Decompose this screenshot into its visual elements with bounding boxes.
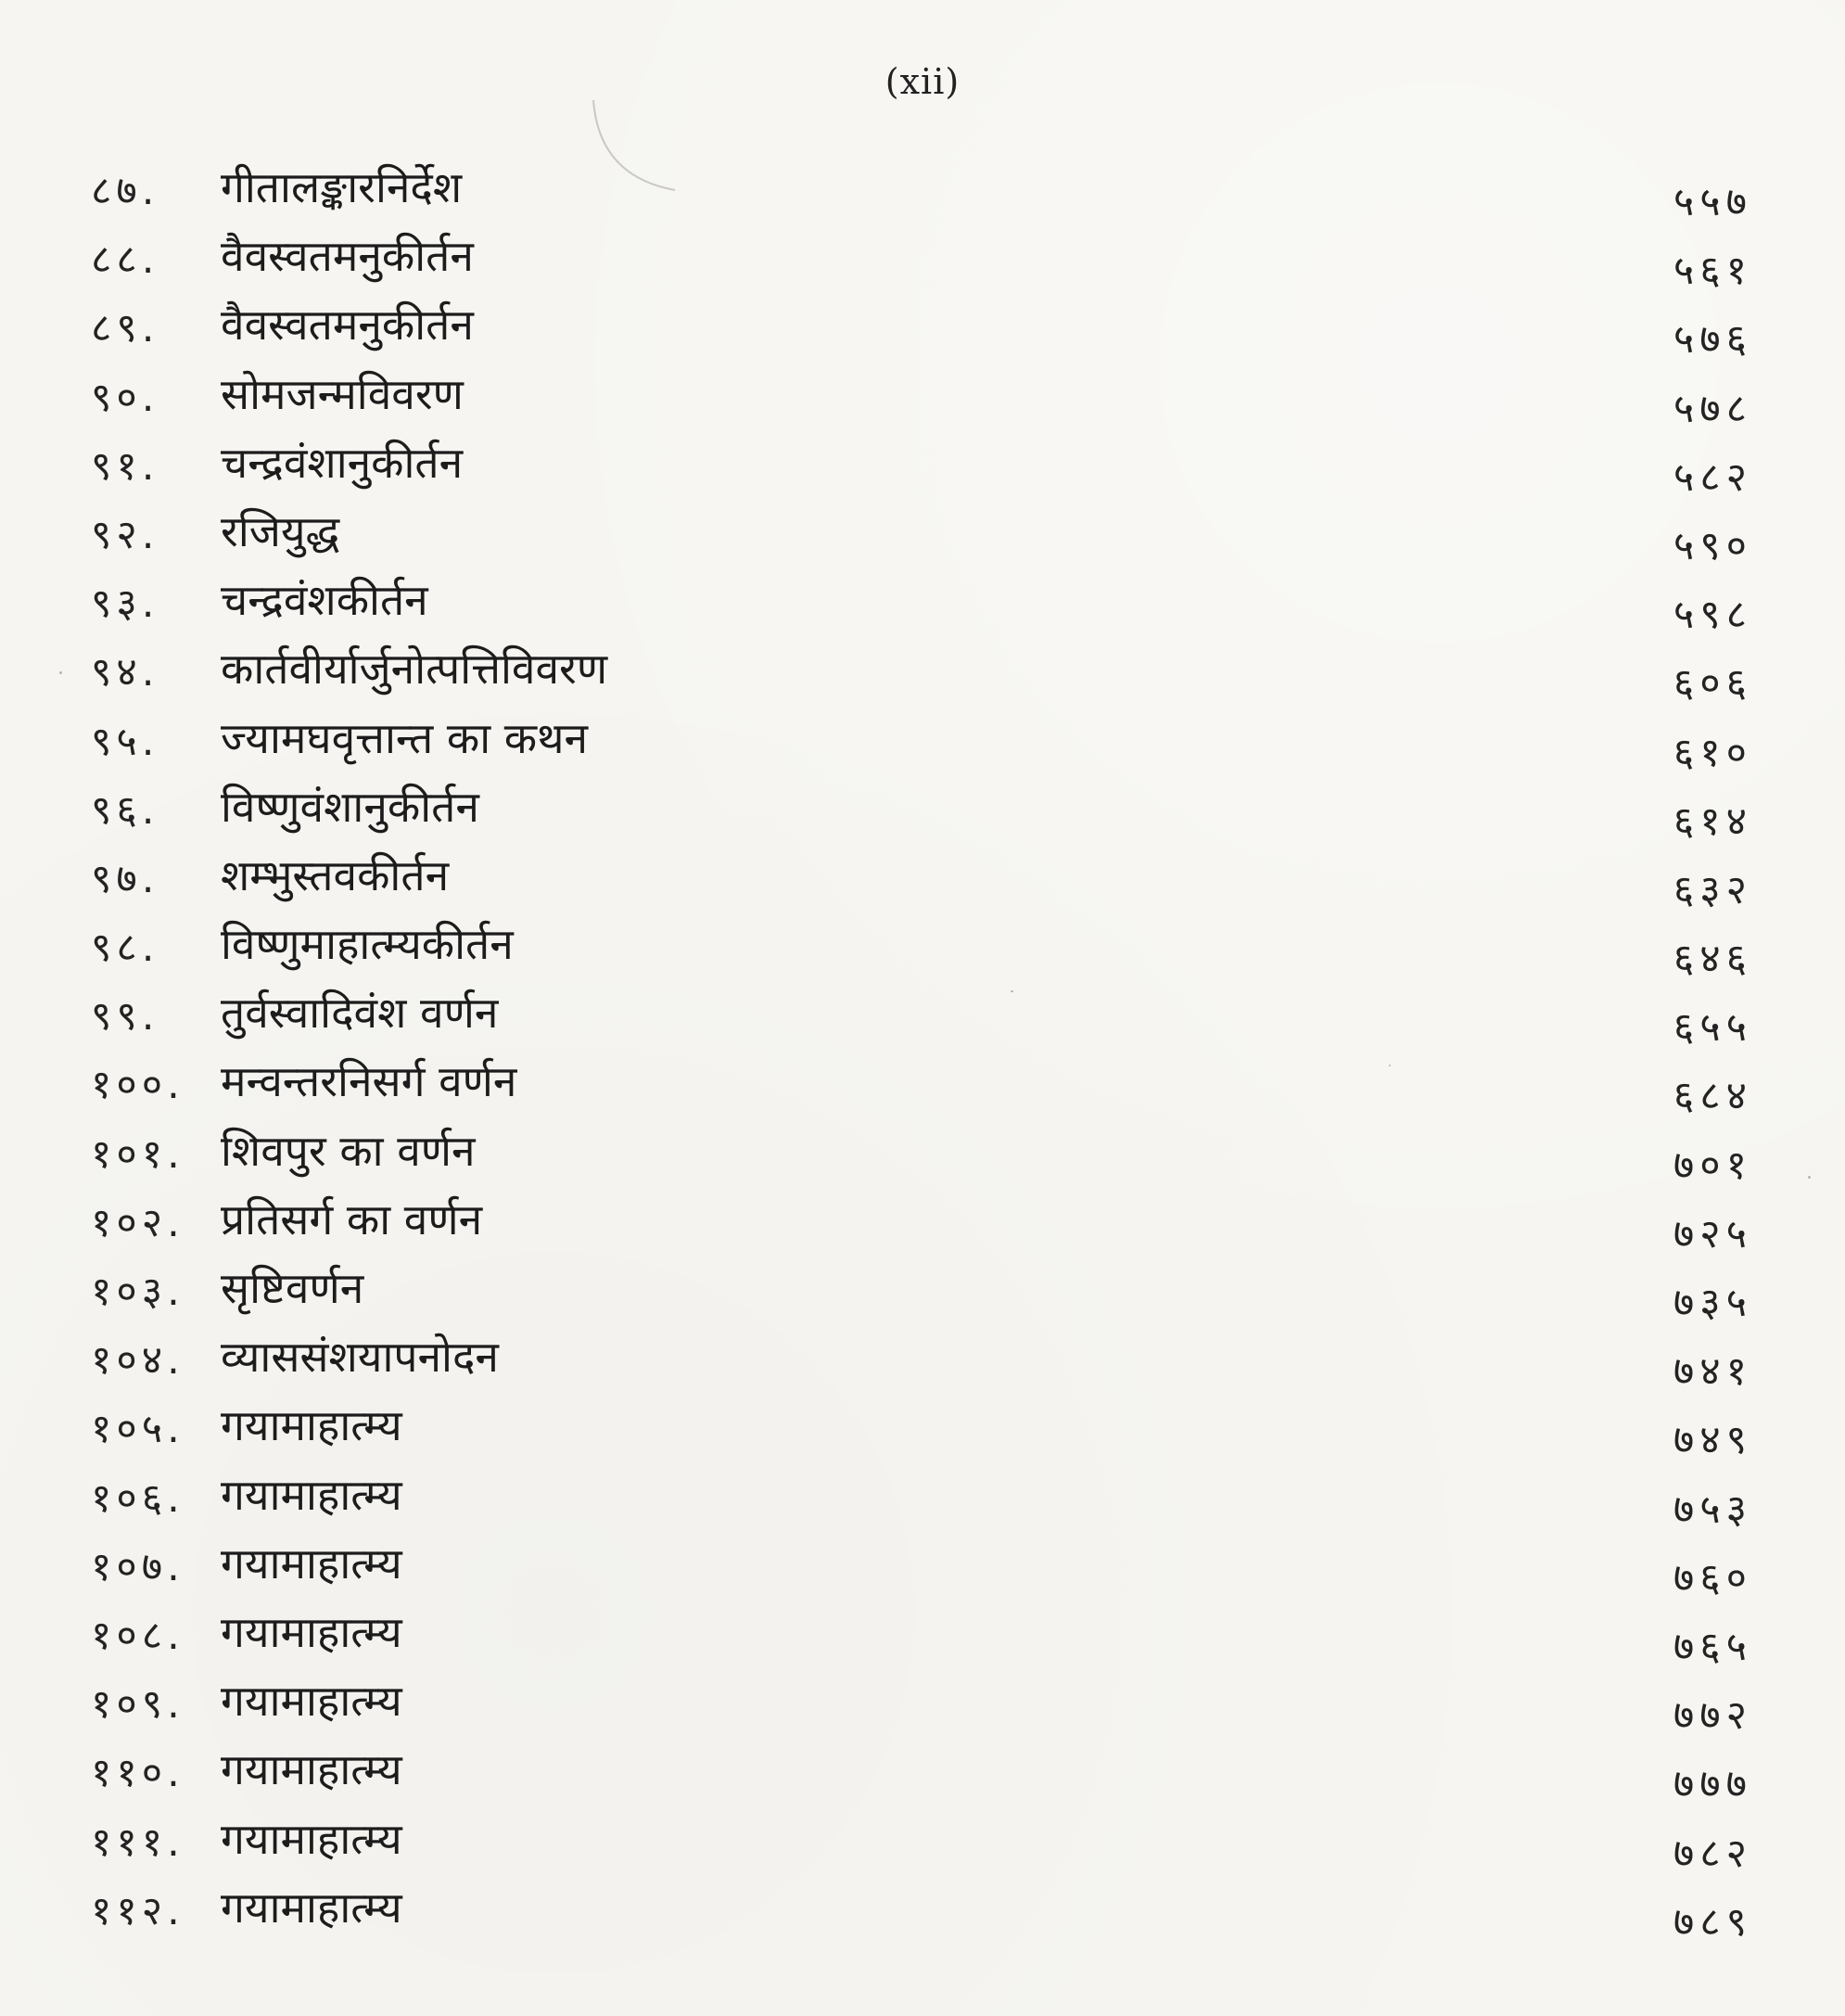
chapter-title: सृष्टिवर्णन: [221, 1263, 364, 1313]
chapter-page-number: ७६०: [1673, 1554, 1752, 1601]
toc-entry: [0, 1258, 1845, 1327]
chapter-title: वैवस्वतमनुकीर्तन: [221, 231, 474, 282]
chapter-page-number: ६०६: [1673, 660, 1752, 708]
chapter-number: १११.: [91, 1818, 184, 1866]
toc-entry: [0, 1121, 1845, 1190]
chapter-page-number: ७६५: [1673, 1623, 1752, 1670]
chapter-title: गयामाहात्म्य: [221, 1882, 402, 1933]
chapter-page-number: ७४९: [1673, 1417, 1752, 1464]
chapter-number: १०४.: [91, 1337, 184, 1384]
chapter-title: गयामाहात्म्य: [221, 1538, 402, 1589]
chapter-page-number: ५६१: [1673, 248, 1752, 295]
toc-entry: [0, 1878, 1845, 1946]
page-number: (xii): [884, 61, 961, 102]
toc-entry: [0, 1671, 1845, 1740]
toc-entry: [0, 1534, 1845, 1602]
chapter-number: १०६.: [91, 1474, 184, 1522]
chapter-title: गयामाहात्म्य: [221, 1400, 402, 1451]
chapter-number: ९०.: [91, 374, 159, 421]
chapter-title: गयामाहात्म्य: [221, 1469, 402, 1520]
chapter-title: चन्द्रवंशकीर्तन: [221, 575, 428, 626]
chapter-number: ९१.: [91, 442, 159, 490]
toc-entry: [0, 1190, 1845, 1258]
chapter-number: १०७.: [91, 1543, 184, 1590]
toc-entry: [0, 1809, 1845, 1878]
chapter-title: विष्णुमाहात्म्यकीर्तन: [221, 919, 514, 970]
chapter-page-number: ६३२: [1673, 866, 1752, 913]
toc-entry: [0, 1740, 1845, 1808]
chapter-number: १०८.: [91, 1612, 184, 1659]
chapter-number: ९७.: [91, 855, 159, 902]
toc-entry: [0, 433, 1845, 502]
chapter-number: १०५.: [91, 1406, 184, 1453]
toc-entry: [0, 502, 1845, 570]
chapter-title: कार्तवीर्यार्जुनोत्पत्तिविवरण: [221, 644, 608, 695]
chapter-number: ८७.: [91, 168, 159, 214]
chapter-number: ८८.: [91, 236, 159, 284]
chapter-title: शिवपुर का वर्णन: [221, 1125, 476, 1176]
chapter-title: शम्भुस्तवकीर्तन: [221, 849, 450, 900]
toc-entry: [0, 295, 1845, 364]
chapter-title: वैवस्वतमनुकीर्तन: [221, 300, 474, 351]
chapter-page-number: ६१४: [1673, 797, 1752, 845]
toc-entry: [0, 158, 1845, 226]
chapter-title: विष्णुवंशानुकीर्तन: [221, 781, 479, 832]
chapter-page-number: ५९८: [1673, 592, 1752, 639]
chapter-title: गयामाहात्म्य: [221, 1676, 402, 1727]
chapter-title: ज्यामघवृत्तान्त का कथन: [221, 712, 589, 763]
chapter-page-number: ७२५: [1673, 1210, 1752, 1257]
chapter-page-number: ५८२: [1673, 453, 1752, 501]
chapter-title: सोमजन्मविवरण: [221, 368, 464, 419]
chapter-page-number: ६४६: [1673, 936, 1752, 983]
chapter-page-number: ६५५: [1673, 1004, 1752, 1052]
toc-entry: [0, 983, 1845, 1052]
chapter-number: ११०.: [91, 1750, 184, 1797]
chapter-number: ९५.: [91, 718, 159, 765]
chapter-title: मन्वन्तरनिसर्ग वर्णन: [221, 1056, 517, 1107]
chapter-number: ९४.: [91, 649, 159, 696]
chapter-title: गयामाहात्म्य: [221, 1813, 402, 1864]
chapter-title: प्रतिसर्ग का वर्णन: [221, 1193, 483, 1244]
chapter-number: १००.: [91, 1062, 184, 1109]
chapter-page-number: ७४१: [1673, 1348, 1752, 1396]
chapter-page-number: ७७२: [1673, 1692, 1752, 1740]
toc-entry: [0, 708, 1845, 777]
toc-entry: [0, 1327, 1845, 1396]
table-of-contents: [0, 158, 1845, 1946]
toc-entry: [0, 570, 1845, 639]
chapter-page-number: ७५३: [1673, 1486, 1752, 1533]
chapter-page-number: ७८९: [1673, 1898, 1752, 1946]
toc-entry: [0, 777, 1845, 846]
chapter-page-number: ६१०: [1673, 729, 1752, 776]
chapter-number: ९९.: [91, 993, 159, 1040]
toc-entry: [0, 914, 1845, 983]
toc-entry: [0, 364, 1845, 433]
toc-entry: [0, 226, 1845, 295]
toc-entry: [0, 1052, 1845, 1120]
chapter-page-number: ७८२: [1673, 1830, 1752, 1877]
chapter-page-number: ५७६: [1673, 316, 1752, 364]
chapter-title: गीतालङ्कारनिर्देश: [221, 162, 463, 212]
chapter-title: गयामाहात्म्य: [221, 1744, 402, 1795]
chapter-title: गयामाहात्म्य: [221, 1606, 402, 1657]
chapter-number: १०१.: [91, 1130, 184, 1178]
chapter-page-number: ५५७: [1673, 179, 1752, 225]
chapter-page-number: ६८४: [1673, 1073, 1752, 1120]
chapter-number: १०२.: [91, 1199, 184, 1246]
chapter-page-number: ५९०: [1673, 522, 1752, 569]
chapter-number: ९६.: [91, 786, 159, 834]
chapter-page-number: ७०१: [1673, 1142, 1752, 1189]
chapter-page-number: ७३५: [1673, 1280, 1752, 1326]
chapter-page-number: ७७७: [1673, 1761, 1752, 1808]
chapter-number: ९८.: [91, 925, 159, 972]
toc-entry: [0, 1602, 1845, 1671]
toc-entry: [0, 846, 1845, 914]
chapter-number: ९२.: [91, 511, 159, 558]
chapter-title: रजियुद्ध: [221, 505, 340, 556]
toc-entry: [0, 639, 1845, 708]
toc-entry: [0, 1465, 1845, 1534]
toc-entry: [0, 1396, 1845, 1464]
chapter-title: व्याससंशयापनोदन: [221, 1332, 499, 1383]
chapter-number: १०३.: [91, 1269, 184, 1315]
chapter-number: ११२.: [91, 1887, 184, 1934]
chapter-title: तुर्वस्वादिवंश वर्णन: [221, 988, 499, 1039]
chapter-number: ९३.: [91, 581, 159, 628]
chapter-title: चन्द्रवंशानुकीर्तन: [221, 437, 464, 488]
chapter-page-number: ५७८: [1673, 385, 1752, 432]
chapter-number: १०९.: [91, 1681, 184, 1729]
chapter-number: ८९.: [91, 305, 159, 352]
